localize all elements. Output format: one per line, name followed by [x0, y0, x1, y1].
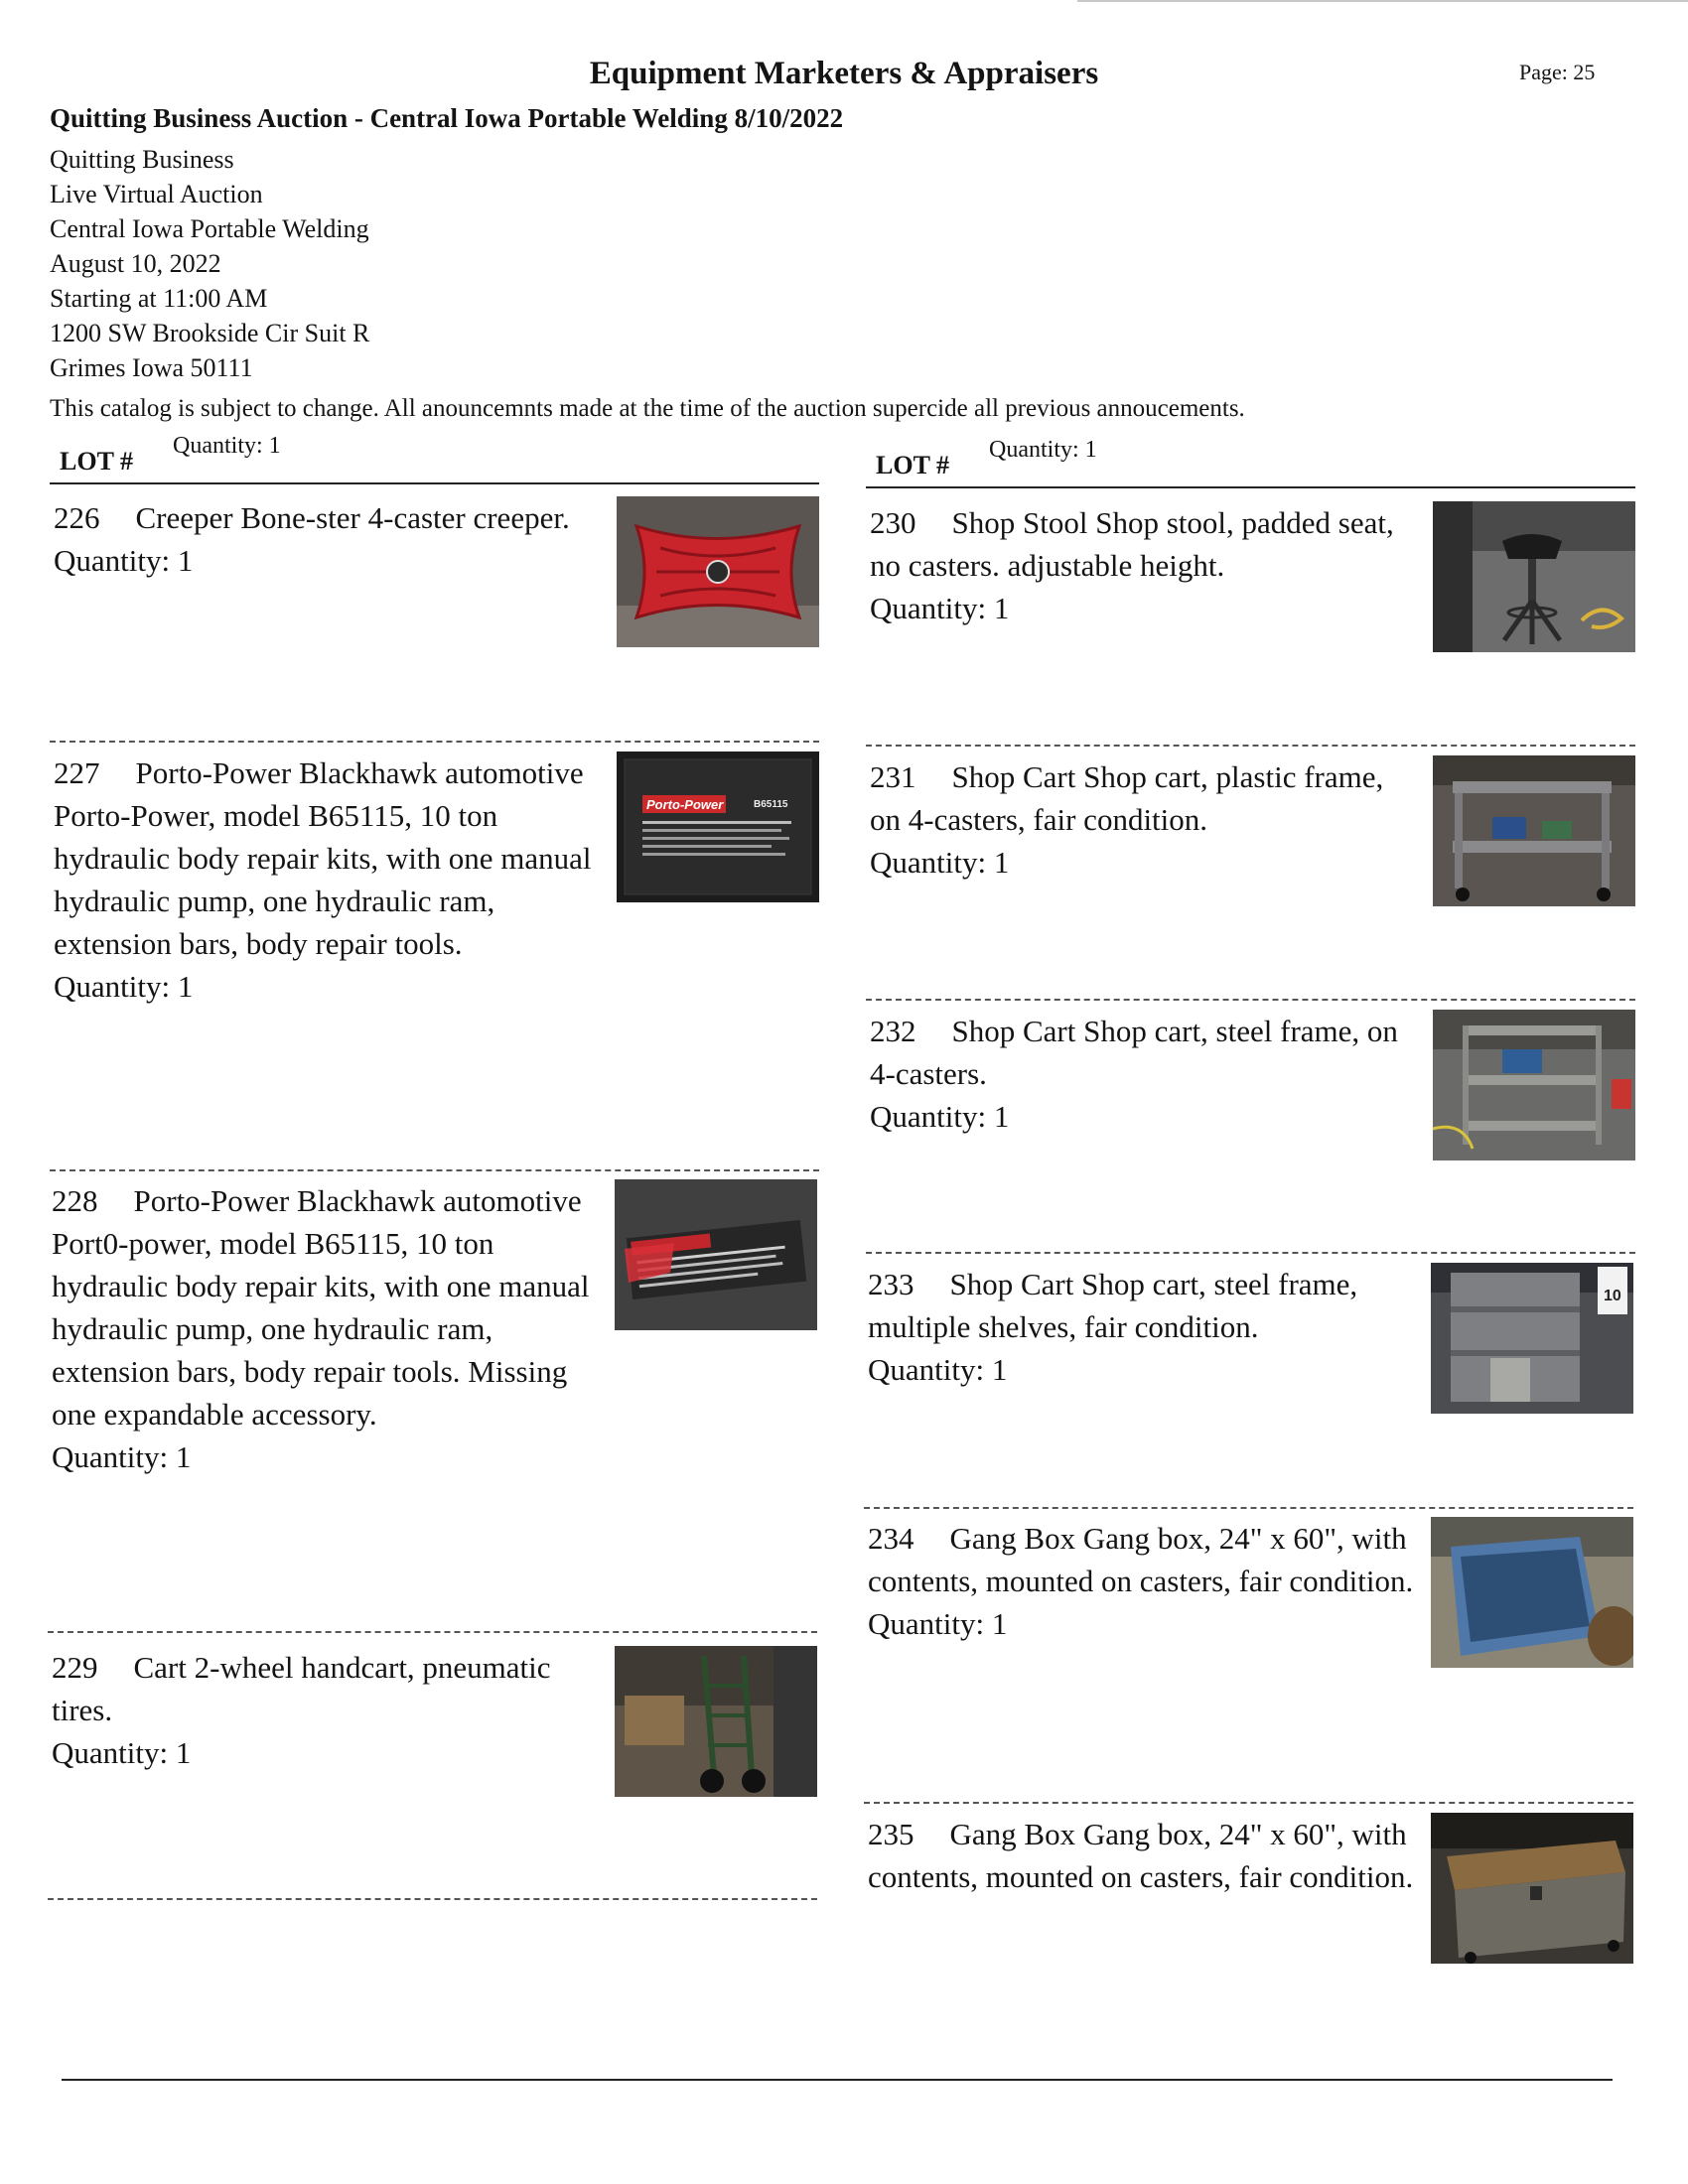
- info-line: August 10, 2022: [50, 249, 221, 278]
- catalog-notice: This catalog is subject to change. All anouncemnts made at the time of the auction supercide all previous annoucements.: [50, 395, 1245, 422]
- lot-number: 227: [54, 755, 100, 790]
- footer-rule: [62, 2079, 1613, 2081]
- lot-photo-handcart: [615, 1646, 817, 1797]
- photo-sign-label: 10: [1604, 1288, 1621, 1304]
- lot-description: Porto-Power Blackhawk automotive Porto-Power, model B65115, 10 ton hydraulic body repair kits, with one manual hydraulic pump, one hydraulic ram, extension bars, body repair tools.: [54, 755, 592, 961]
- quantity-header: Quantity: 1: [989, 437, 1097, 463]
- lot-item: [866, 1010, 1635, 1168]
- lot-number: 229: [52, 1650, 98, 1685]
- lot-text: [868, 1517, 1419, 1645]
- lot-divider: [864, 1507, 1633, 1509]
- lot-photo-porto-power-case: [617, 751, 819, 902]
- photo-brand-label: Porto-Power: [646, 797, 724, 812]
- info-line: 1200 SW Brookside Cir Suit R: [50, 319, 370, 347]
- lot-text: [868, 1263, 1419, 1391]
- lot-number: 231: [870, 759, 916, 794]
- page-number: Page: 25: [1519, 60, 1596, 84]
- lot-quantity: Quantity: 1: [54, 969, 194, 1004]
- lot-quantity: Quantity: 1: [54, 543, 194, 578]
- lot-text: [868, 1813, 1419, 1898]
- lot-photo-creeper: [617, 496, 819, 647]
- lot-divider: [866, 745, 1635, 747]
- lot-text: [52, 1179, 603, 1478]
- lot-divider: [864, 1802, 1633, 1804]
- lot-number: 235: [868, 1817, 914, 1851]
- lot-divider: [866, 999, 1635, 1001]
- lot-quantity: Quantity: 1: [870, 1099, 1010, 1134]
- lot-text: [870, 501, 1421, 629]
- lot-item: [50, 496, 819, 665]
- lot-quantity: Quantity: 1: [870, 591, 1010, 625]
- info-line: Central Iowa Portable Welding: [50, 214, 369, 243]
- lot-quantity: Quantity: 1: [868, 1606, 1008, 1641]
- lot-divider: [50, 1169, 819, 1171]
- lot-divider: [50, 741, 819, 743]
- left-column-header: [50, 433, 819, 484]
- lot-number: 234: [868, 1521, 914, 1556]
- lot-photo-plastic-cart: [1433, 755, 1635, 906]
- lot-divider: [866, 1252, 1635, 1254]
- lot-number: 228: [52, 1183, 98, 1218]
- lot-description: Creeper Bone-ster 4-caster creeper.: [135, 500, 570, 535]
- lot-description: Cart 2-wheel handcart, pneumatic tires.: [52, 1650, 551, 1727]
- lot-number: 230: [870, 505, 916, 540]
- lot-divider: [48, 1898, 817, 1900]
- lot-item: [866, 755, 1635, 914]
- lot-photo-shop-stool: [1433, 501, 1635, 652]
- lot-description: Shop Cart Shop cart, steel frame, on 4-casters.: [870, 1014, 1398, 1091]
- info-line: Starting at 11:00 AM: [50, 284, 268, 313]
- lot-item: [864, 1813, 1633, 1972]
- lot-item: [50, 751, 819, 1049]
- lot-text: [54, 496, 605, 582]
- lot-number: 226: [54, 500, 100, 535]
- lot-text: [54, 751, 605, 1008]
- lot-photo-porto-power-label: [615, 1179, 817, 1330]
- lot-description: Shop Cart Shop cart, steel frame, multiple shelves, fair condition.: [868, 1267, 1358, 1344]
- lot-header: LOT #: [876, 451, 949, 479]
- lot-photo-gang-box-open: [1431, 1517, 1633, 1668]
- lot-quantity: Quantity: 1: [870, 845, 1010, 880]
- info-line: Grimes Iowa 50111: [50, 353, 253, 382]
- lot-item: [866, 501, 1635, 665]
- lot-description: Shop Stool Shop stool, padded seat, no casters. adjustable height.: [870, 505, 1394, 583]
- auction-subtitle: Quitting Business Auction - Central Iowa Portable Welding 8/10/2022: [50, 103, 844, 133]
- lot-text: [870, 755, 1421, 884]
- lot-text: [870, 1010, 1421, 1138]
- lot-item: [48, 1179, 817, 1517]
- lot-quantity: Quantity: 1: [52, 1439, 192, 1474]
- lot-description: Gang Box Gang box, 24" x 60", with contents, mounted on casters, fair condition.: [868, 1521, 1414, 1598]
- lot-description: Shop Cart Shop cart, plastic frame, on 4-casters, fair condition.: [870, 759, 1384, 837]
- lot-quantity: Quantity: 1: [52, 1735, 192, 1770]
- lot-description: Porto-Power Blackhawk automotive Port0-power, model B65115, 10 ton hydraulic body repair kits, with one manual hydraulic pump, one hydraulic ram, extension bars, body repair tools. Missing one expandable accessory.: [52, 1183, 590, 1432]
- info-line: Live Virtual Auction: [50, 180, 263, 208]
- lot-number: 232: [870, 1014, 916, 1048]
- lot-item: [864, 1517, 1633, 1715]
- lot-divider: [48, 1631, 817, 1633]
- scan-edge-line: [1077, 0, 1688, 2]
- lot-photo-multi-shelf-cart: [1431, 1263, 1633, 1414]
- lot-item: [864, 1263, 1633, 1422]
- lot-number: 233: [868, 1267, 914, 1301]
- right-column-header: [866, 437, 1635, 488]
- lot-item: [48, 1646, 817, 1805]
- quantity-header: Quantity: 1: [173, 433, 281, 459]
- info-line: Quitting Business: [50, 145, 234, 174]
- lot-photo-gang-box-closed: [1431, 1813, 1633, 1964]
- lot-quantity: Quantity: 1: [868, 1352, 1008, 1387]
- lot-photo-steel-cart: [1433, 1010, 1635, 1160]
- photo-model-label: B65115: [754, 799, 788, 810]
- lot-text: [52, 1646, 603, 1774]
- lot-header: LOT #: [60, 447, 133, 476]
- page-title: Equipment Marketers & Appraisers: [589, 56, 1099, 91]
- lot-description: Gang Box Gang box, 24" x 60", with contents, mounted on casters, fair condition.: [868, 1817, 1414, 1894]
